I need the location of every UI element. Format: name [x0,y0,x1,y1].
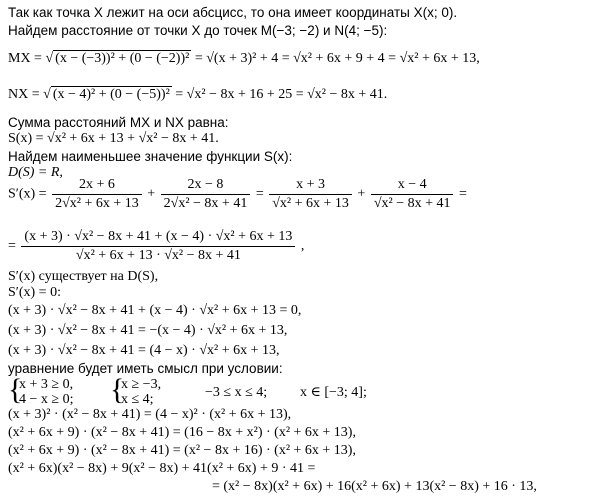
combined-num: (x + 3) · √x² − 8x + 41 + (x − 4) · √x² + 6x + 13 [21,230,295,247]
range-inequality: −3 ≤ x ≤ 4; [205,385,268,400]
system-2-a: x ≥ −3, [121,377,162,392]
nx-simplification: = √x² − 8x + 16 + 25 = √x² − 8x + 41. [171,87,388,103]
fraction-1 [52,178,142,211]
range-interval: x ∈ [−3; 4]; [300,385,367,400]
system-1-a: x + 3 ≥ 0, [19,377,74,392]
combined-fraction-line [8,230,304,263]
fraction-3 [269,178,352,211]
mx-formula [8,52,480,66]
fraction-1-den: 2√x² + 6x + 13 [55,196,139,211]
fraction-2-den: 2√x² − 8x + 41 [163,196,248,211]
plus-sign: + [147,186,159,202]
domain-line: D(S) = R, [8,165,63,180]
mx-radical: √ (x − (−3))² + (0 − (−2))² [45,51,190,66]
text-line-11: S′(x) существует на D(S), [8,269,159,284]
nx-label: NX = [8,87,44,103]
equation-21: (x² + 6x)(x² − 8x) + 9(x² − 8x) + 41(x² + 6x) + 9 · 41 = [8,461,316,476]
text-line-12: S′(x) = 0: [8,285,61,300]
s-function: S(x) = √x² + 6x + 13 + √x² − 8x + 41. [8,131,219,146]
fraction-2-num: 2x − 8 [161,178,251,195]
fraction-4-den: √x² − 8x + 41 [373,196,451,211]
fraction-4-num: x − 4 [371,178,454,195]
plus-sign-2: + [357,186,369,202]
derivative-label: S′(x) = [8,186,51,202]
equation-19: (x² + 6x + 9) · (x² − 8x + 41) = (16 − 8x + x²) · (x² + 6x + 13), [8,425,356,440]
equation-15: (x + 3) · √x² − 8x + 41 = (4 − x) · √x² + 6x + 13, [8,343,280,358]
equation-14: (x + 3) · √x² − 8x + 41 = −(x − 4) · √x² + 6x + 13, [8,323,288,338]
text-line-1: Так как точка X лежит на оси абсцисс, то она имеет координаты X(x; 0). [8,5,458,20]
equals-sign: = [255,186,268,202]
equation-20: (x² + 6x + 9) · (x² − 8x + 41) = (x² − 8x + 16) · (x² + 6x + 13), [8,443,356,458]
equation-13: (x + 3) · √x² − 8x + 41 + (x − 4) · √x² + 6x + 13 = 0, [8,303,302,318]
mx-simplification: = √(x + 3)² + 4 = √x² + 6x + 9 + 4 = √x² + 6x + 13, [191,51,480,67]
fraction-4 [371,178,454,211]
fraction-1-num: 2x + 6 [52,178,142,195]
system-1-b: 4 − x ≥ 0; [19,392,74,407]
text-line-7: Найдем наименьшее значение функции S(x): [8,149,293,164]
nx-radicand: (x − 4)² + (0 − (−5))² [52,87,170,102]
derivative-line [8,178,467,211]
equation-22: = (x² − 8x)(x² + 6x) + 16(x² + 6x) + 13(x² − 8x) + 16 · 13, [212,479,537,494]
fraction-3-den: √x² + 6x + 13 [272,196,349,211]
combined-fraction [21,230,295,263]
nx-radical: √ (x − 4)² + (0 − (−5))² [43,87,170,102]
text-line-5: Сумма расстояний MX и NX равна: [8,115,229,130]
mx-radicand: (x − (−3))² + (0 − (−2))² [55,51,190,66]
combined-equals: = [8,238,20,254]
text-line-16: уравнение будет иметь смысл при условии: [8,361,283,376]
fraction-2 [161,178,251,211]
text-line-2: Найдем расстояние от точки X до точек M(−3; −2) и N(4; −5): [8,23,388,38]
mx-label: MX = [8,51,46,67]
brace-2: { [110,373,125,406]
system-2-b: x ≤ 4; [121,392,154,407]
fraction-3-num: x + 3 [269,178,352,195]
brace-1: { [8,373,23,406]
equation-18: (x + 3)² · (x² − 8x + 41) = (4 − x)² · (x² + 6x + 13), [8,407,292,422]
combined-den: √x² + 6x + 13 · √x² − 8x + 41 [75,248,241,263]
equals-end: = [458,186,467,202]
nx-formula [8,88,387,102]
combined-comma: , [300,238,305,254]
